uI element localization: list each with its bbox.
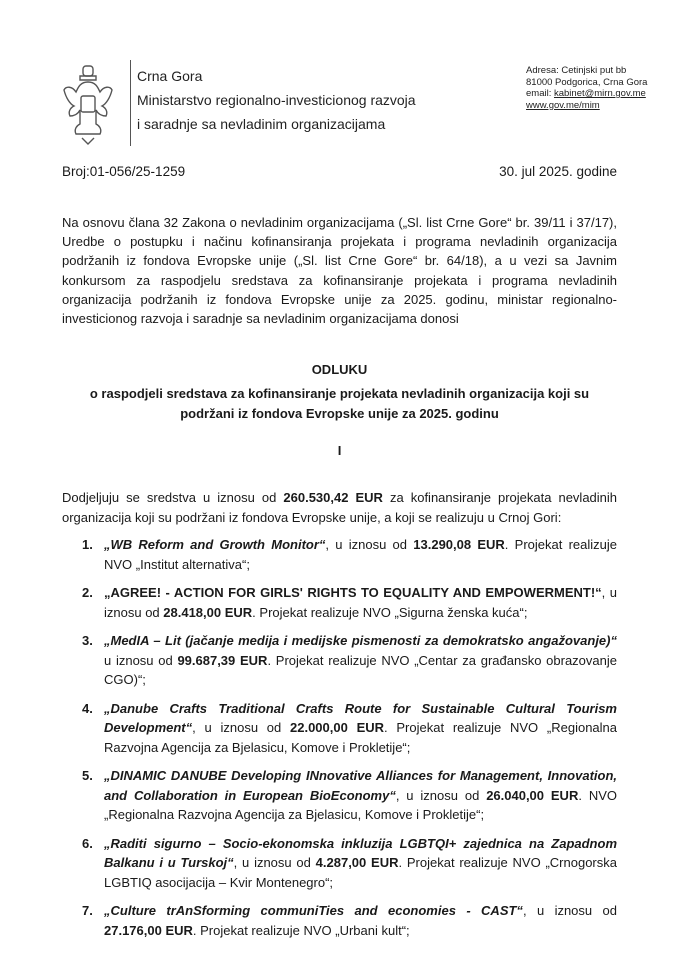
item-text: . Projekat realizuje NVO „Crnogorska LGBTIQ asocijacija – Kvir Montenegro“; <box>104 855 617 890</box>
section-number: I <box>337 443 342 458</box>
email-link[interactable]: kabinet@mirn.gov.me <box>553 88 646 99</box>
item-text: . Projekat realizuje NVO „Centar za građansko obrazovanje CGO)“; <box>104 652 617 687</box>
total-amount: 260.530,42 EUR <box>283 490 383 505</box>
country-name: Crna Gora <box>137 68 203 84</box>
header-divider <box>130 60 131 146</box>
ministry-name-line1: Ministarstvo regionalno-investicionog razvoja <box>137 92 416 108</box>
item-text: . Projekat realizuje NVO „Institut alternativa“; <box>104 537 617 572</box>
project-amount: 28.418,00 EUR <box>163 604 253 620</box>
item-text: , u iznosu od <box>395 787 487 803</box>
section-paragraph <box>62 488 617 527</box>
project-amount: 4.287,00 EUR <box>315 855 399 870</box>
list-item <box>82 631 617 690</box>
item-text: . Projekat realizuje NVO „Regionalna Razvojna Agencija za Bjelasicu, Komove i Prokletije“; <box>104 720 617 755</box>
item-number: 4. <box>82 700 93 716</box>
project-amount: 13.290,08 EUR <box>413 537 505 552</box>
coat-of-arms-icon <box>62 62 114 146</box>
project-title: „DINAMIC DANUBE Developing INnovative Alliances for Management, Innovation, and Collaboration in European BioEconomy“ <box>104 768 617 803</box>
list-item <box>82 535 617 574</box>
para-pre: Dodjeljuju se sredstva u iznosu od <box>62 490 284 505</box>
item-text: , u iznosu od <box>325 537 414 552</box>
document-date: 30. jul 2025. godine <box>499 164 617 179</box>
project-title: „WB Reform and Growth Monitor“ <box>104 537 326 552</box>
item-number: 6. <box>82 835 93 851</box>
address-line1: Adresa: Cetinjski put bb <box>526 65 627 76</box>
ministry-header <box>137 64 416 136</box>
project-amount: 27.176,00 EUR <box>104 922 193 938</box>
project-title: „MedIA – Lit (jačanje medija i medijske pismenosti za demokratsko angažovanje)“ <box>104 633 617 648</box>
item-number: 5. <box>82 768 93 783</box>
para-post: za kofinansiranje projekata nevladinih organizacija koji su podržani iz fondova Evropske unije, a koji se realizuju u Crnoj Gori: <box>62 490 618 525</box>
decision-title: ODLUKU <box>311 362 368 377</box>
project-amount: 99.687,39 EUR <box>177 652 268 668</box>
project-title: „AGREE! - ACTION FOR GIRLS' RIGHTS TO EQUALITY AND EMPOWERMENT!“ <box>104 585 602 600</box>
ministry-name-line2: i saradnje sa nevladinim organizacijama <box>137 116 386 132</box>
item-text: , u iznosu od <box>104 585 617 620</box>
list-item <box>82 901 617 940</box>
document-number: Broj:01-056/25-1259 <box>62 164 186 179</box>
item-text: , u iznosu od <box>522 903 617 918</box>
item-text: , u iznosu od <box>192 720 290 735</box>
project-title: „Danube Crafts Traditional Crafts Route for Sustainable Cultural Tourism Development“ <box>104 700 617 735</box>
project-amount: 26.040,00 EUR <box>486 787 579 803</box>
email-label: email: <box>526 88 554 99</box>
item-text: , u iznosu od <box>233 855 316 870</box>
list-item <box>82 699 617 758</box>
item-text: u iznosu od <box>104 652 178 668</box>
project-title: „Culture trAnSforming communiTies and economies - CAST“ <box>104 903 523 918</box>
website-link[interactable]: www.gov.me/mim <box>526 99 600 111</box>
project-title: „Raditi sigurno – Socio-ekonomska inkluzija LGBTQI+ zajednica na Zapadnom Balkanu i u Turskoj“ <box>104 835 617 870</box>
list-item <box>82 766 617 825</box>
list-item <box>82 834 617 893</box>
address-line2: 81000 Podgorica, Crna Gora <box>526 76 648 88</box>
item-number: 2. <box>82 585 93 600</box>
item-text: . Projekat realizuje NVO „Sigurna ženska kuća“; <box>252 604 528 620</box>
list-item <box>82 583 617 622</box>
address-block <box>526 65 647 111</box>
decision-subtitle: o raspodjeli sredstava za kofinansiranje projekata nevladinih organizacija koji su podržani iz fondova Evropske unije za 2025. godinu <box>89 386 590 421</box>
item-number: 1. <box>82 537 93 552</box>
item-text: . Projekat realizuje NVO „Urbani kult“; <box>192 922 410 938</box>
project-list <box>82 535 617 949</box>
item-number: 3. <box>82 633 93 648</box>
project-amount: 22.000,00 EUR <box>290 720 385 735</box>
intro-paragraph: Na osnovu člana 32 Zakona o nevladinim organizacijama („Sl. list Crne Gore“ br. 39/11 i 37/17), Uredbe o postupku i načinu kofinansiranja projekata i programa nevladinih organizacija podržanih iz fondova Evropske unije („Sl. list Crne Gore“ br. 64/18), a u vezi sa Javnim konkursom za raspodjelu sredstava za kofinansiranje projekata i programa nevladinih organizacija podržanih iz fondova Evropske unije za 2025. godinu, ministar regionalno-investicionog razvoja i saradnje sa nevladinim organizacijama donosi <box>62 215 617 327</box>
item-text: . NVO „Regionalna Razvojna Agencija za Bjelasicu, Komove i Prokletije“; <box>104 787 617 822</box>
item-number: 7. <box>82 903 93 918</box>
